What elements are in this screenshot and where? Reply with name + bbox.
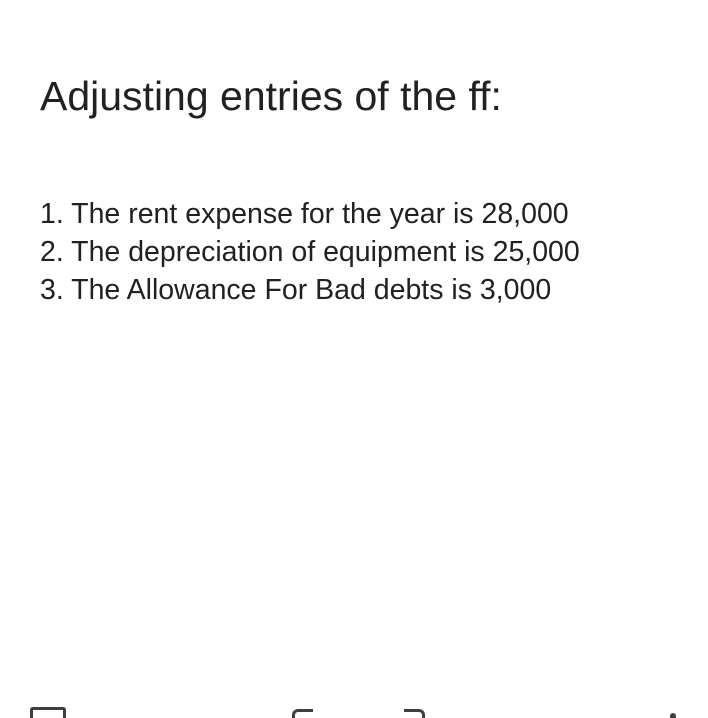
list-item: 1. The rent expense for the year is 28,000	[40, 198, 569, 230]
page-title: Adjusting entries of the ff:	[40, 73, 502, 119]
more-options-icon[interactable]	[670, 713, 676, 718]
list-item: 3. The Allowance For Bad debts is 3,000	[40, 274, 552, 306]
select-box-icon[interactable]	[30, 707, 66, 718]
undo-icon[interactable]	[292, 709, 313, 718]
redo-icon[interactable]	[404, 709, 425, 718]
entries-list	[40, 195, 580, 309]
bottom-toolbar	[0, 704, 708, 718]
list-item: 2. The depreciation of equipment is 25,000	[40, 236, 580, 268]
